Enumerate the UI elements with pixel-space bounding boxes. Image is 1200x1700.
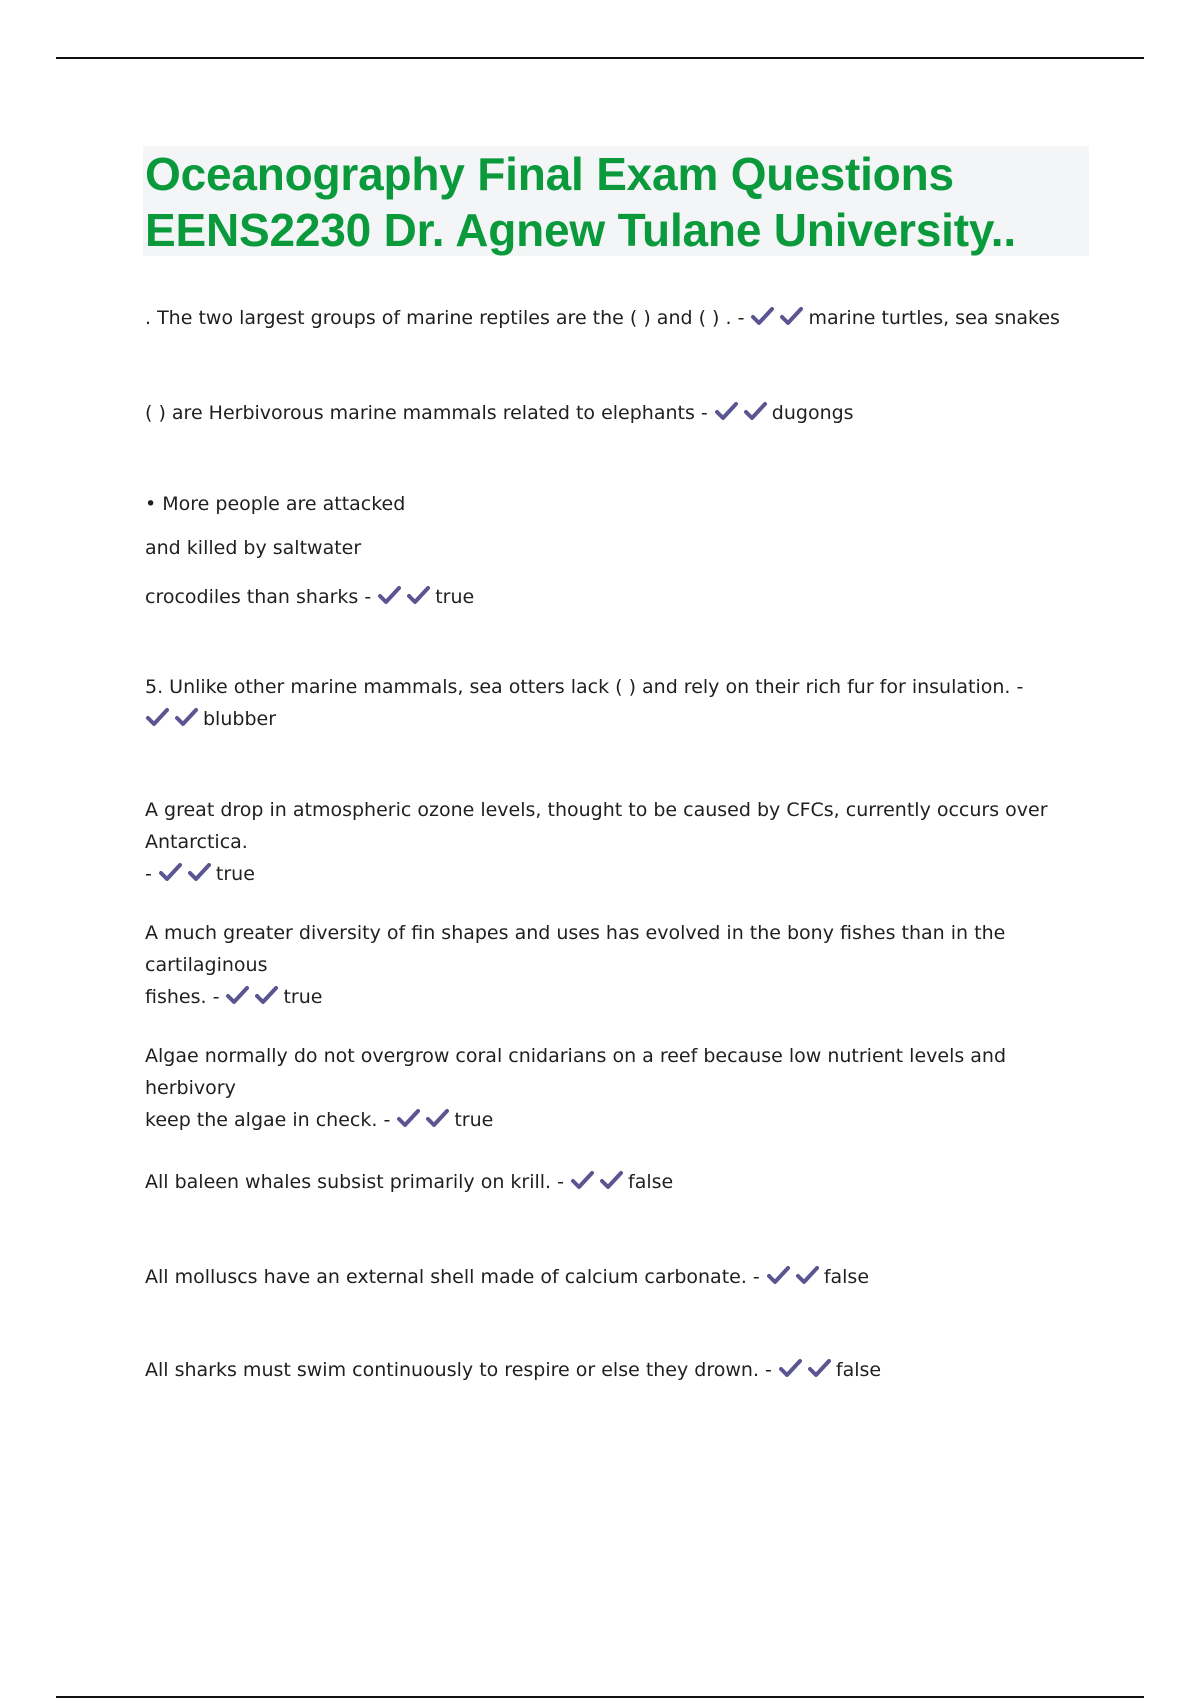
check-icon bbox=[174, 707, 199, 727]
question-text: fishes. - bbox=[145, 986, 226, 1008]
qa-item-1 bbox=[145, 302, 1095, 334]
check-icon bbox=[158, 862, 183, 882]
answer-text: false bbox=[823, 1266, 870, 1288]
question-text-line: Algae normally do not overgrow coral cnidarians on a reef because low nutrient levels and herbivory bbox=[145, 1045, 1007, 1099]
check-icon bbox=[377, 585, 402, 605]
answer-text: false bbox=[628, 1171, 674, 1193]
qa-item-7 bbox=[145, 1040, 1095, 1136]
qa-item-3-line-3 bbox=[145, 581, 1095, 613]
answer-text: true bbox=[435, 586, 475, 608]
question-text: . The two largest groups of marine reptiles are the ( ) and ( ) . - bbox=[145, 307, 751, 329]
answer-text: blubber bbox=[203, 708, 277, 730]
check-icon bbox=[425, 1108, 450, 1128]
qa-item-3-line-2 bbox=[145, 532, 1095, 564]
answer-text: dugongs bbox=[771, 402, 854, 424]
document-title-line-2: EENS2230 Dr. Agnew Tulane University.. bbox=[145, 204, 1016, 256]
qa-item-8 bbox=[145, 1166, 1095, 1198]
question-text-line: • More people are attacked bbox=[145, 493, 406, 515]
qa-item-6 bbox=[145, 917, 1095, 1013]
qa-item-9 bbox=[145, 1261, 1095, 1293]
check-icon bbox=[714, 401, 739, 421]
question-text-line: and killed by saltwater bbox=[145, 537, 362, 559]
answer-text: false bbox=[835, 1359, 882, 1381]
check-icon bbox=[766, 1265, 791, 1285]
qa-item-10 bbox=[145, 1354, 1095, 1386]
check-icon bbox=[778, 1358, 803, 1378]
qa-item-3 bbox=[145, 488, 1095, 520]
question-text: crocodiles than sharks - bbox=[145, 586, 378, 608]
check-icon bbox=[396, 1108, 421, 1128]
check-icon bbox=[406, 585, 431, 605]
answer-text: true bbox=[215, 863, 255, 885]
question-text: keep the algae in check. - bbox=[145, 1109, 397, 1131]
qa-item-5 bbox=[145, 794, 1095, 890]
question-text-line: A much greater diversity of fin shapes and uses has evolved in the bony fishes than in the cartilaginous bbox=[145, 922, 1006, 976]
question-text: All molluscs have an external shell made of calcium carbonate. - bbox=[145, 1266, 766, 1288]
check-icon bbox=[795, 1265, 820, 1285]
check-icon bbox=[807, 1358, 832, 1378]
qa-item-4 bbox=[145, 671, 1095, 735]
qa-item-2 bbox=[145, 397, 1095, 429]
question-text: ( ) are Herbivorous marine mammals related to elephants - bbox=[145, 402, 714, 424]
top-rule bbox=[56, 57, 1144, 59]
check-icon bbox=[779, 306, 804, 326]
check-icon bbox=[570, 1170, 595, 1190]
check-icon bbox=[743, 401, 768, 421]
answer-text: true bbox=[454, 1109, 494, 1131]
check-icon bbox=[225, 985, 250, 1005]
question-text-line: 5. Unlike other marine mammals, sea otters lack ( ) and rely on their rich fur for insulation. - bbox=[145, 676, 1024, 698]
question-text: - bbox=[145, 863, 158, 885]
question-text-line: A great drop in atmospheric ozone levels, thought to be caused by CFCs, currently occurs over Antarctica. bbox=[145, 799, 1048, 853]
document-title-line-1: Oceanography Final Exam Questions bbox=[145, 148, 954, 200]
question-text: All baleen whales subsist primarily on krill. - bbox=[145, 1171, 571, 1193]
check-icon bbox=[599, 1170, 624, 1190]
question-text: All sharks must swim continuously to respire or else they drown. - bbox=[145, 1359, 778, 1381]
answer-text: true bbox=[283, 986, 323, 1008]
check-icon bbox=[750, 306, 775, 326]
check-icon bbox=[254, 985, 279, 1005]
bottom-rule bbox=[56, 1696, 1144, 1698]
check-icon bbox=[145, 707, 170, 727]
answer-text: marine turtles, sea snakes bbox=[808, 307, 1060, 329]
check-icon bbox=[187, 862, 212, 882]
